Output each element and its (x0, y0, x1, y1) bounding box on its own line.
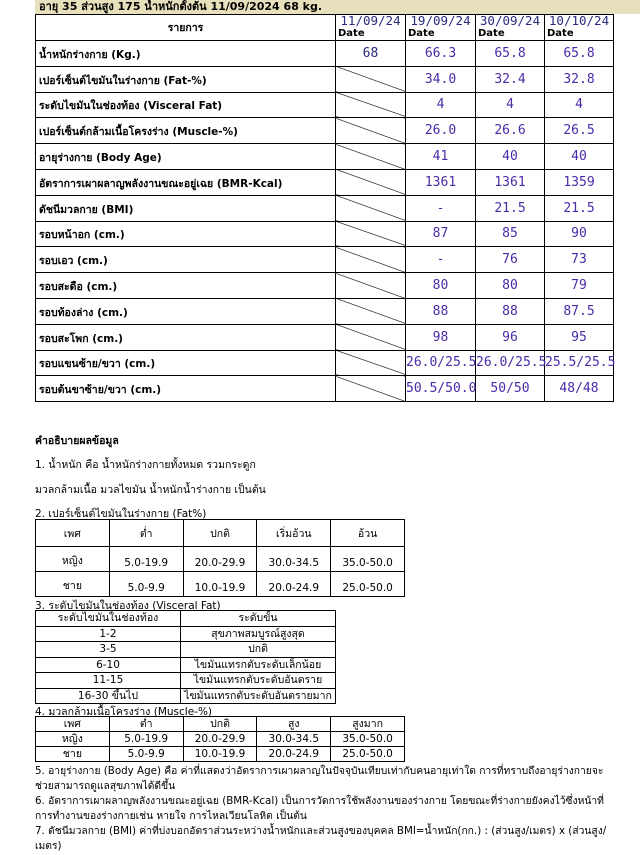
table-cell: ไขมันแทรกตับระดับอันตราย (181, 673, 336, 689)
table-cell: 20.0-29.9 (183, 732, 257, 747)
measurement-row (36, 41, 614, 67)
measurement-value: 32.4 (476, 66, 545, 92)
measurement-label: เปอร์เซ็นต์กล้ามเนื้อโครงร่าง (Muscle-%) (36, 118, 336, 144)
header-cell: เริ่มอ้วน (257, 520, 331, 547)
visceral-reference-table (35, 610, 336, 704)
measurement-value: 21.5 (545, 195, 614, 221)
table-cell: ไขมันแทรกตับระดับเล็กน้อย (181, 657, 336, 673)
table-cell: ไขมันแทรกตับระดับอันตรายมาก (181, 688, 336, 704)
empty-cell (336, 169, 406, 195)
measurement-row (36, 92, 614, 118)
date-label: Date (478, 28, 505, 39)
header-cell: ปกติ (183, 717, 257, 732)
table-cell: 6-10 (36, 657, 181, 673)
date-column-2 (406, 15, 476, 41)
table-cell: 25.0-50.0 (331, 572, 405, 597)
empty-cell (336, 195, 406, 221)
measurement-label: อายุร่างกาย (Body Age) (36, 144, 336, 170)
measurement-value: 87.5 (545, 298, 614, 324)
table-cell: 20.0-29.9 (183, 547, 257, 572)
measurement-value: - (406, 195, 476, 221)
measurement-value: 34.0 (406, 66, 476, 92)
table-cell: 5.0-9.9 (109, 747, 183, 762)
measurement-value: 26.0 (406, 118, 476, 144)
measurement-label: น้ำหนักร่างกาย (Kg.) (36, 41, 336, 67)
label-column-header: รายการ (36, 15, 336, 41)
table-header-row (36, 611, 336, 627)
measurement-value: 96 (476, 324, 545, 350)
header-cell: ระดับขั้น (181, 611, 336, 627)
muscle-reference-table (35, 716, 405, 762)
date-value: 19/09/24 (410, 13, 471, 28)
table-cell: หญิง (36, 547, 110, 572)
fat-reference-table (35, 519, 405, 597)
measurement-value: 1361 (476, 169, 545, 195)
note-visceral: 3. ระดับไขมันในช่องท้อง (Visceral Fat) (35, 600, 221, 612)
date-value: 11/09/24 (340, 13, 401, 28)
table-header-row (36, 520, 405, 547)
note-bmi: 7. ดัชนีมวลกาย (BMI) ค่าที่บ่งบอกอัตราส่วนระหว่างน้ำหนักและส่วนสูงของบุคคล BMI=น้ำหนัก(กก.) : (ส่วนสูง/เมตร) x (ส่วนสูง/เมตร) (35, 825, 607, 852)
header-cell: ระดับไขมันในช่องท้อง (36, 611, 181, 627)
table-cell: 11-15 (36, 673, 181, 689)
measurement-value: 98 (406, 324, 476, 350)
empty-cell (336, 221, 406, 247)
empty-cell (336, 247, 406, 273)
table-header-row (36, 717, 405, 732)
measurement-value: 41 (406, 144, 476, 170)
measurement-value: 4 (406, 92, 476, 118)
measurement-row (36, 298, 614, 324)
table-cell: 35.0-50.0 (331, 547, 405, 572)
measurement-row (36, 66, 614, 92)
table-cell: หญิง (36, 732, 110, 747)
measurement-value: 80 (406, 273, 476, 299)
empty-cell (336, 350, 406, 376)
table-cell: สุขภาพสมบูรณ์สูงสุด (181, 626, 336, 642)
measurement-value: 85 (476, 221, 545, 247)
empty-cell (336, 324, 406, 350)
empty-cell (336, 273, 406, 299)
measurement-value: 1361 (406, 169, 476, 195)
measurement-value: 26.0/25.5 (476, 350, 545, 376)
header-cell: ปกติ (183, 520, 257, 547)
table-cell: ชาย (36, 572, 110, 597)
empty-cell (336, 92, 406, 118)
date-label: Date (547, 28, 574, 39)
measurement-label: รอบหน้าอก (cm.) (36, 221, 336, 247)
table-cell: 30.0-34.5 (257, 732, 331, 747)
note-weight: 1. น้ำหนัก คือ น้ำหนักร่างกายทั้งหมด รวมกระดูก (35, 459, 256, 471)
empty-cell (336, 144, 406, 170)
table-row (36, 657, 336, 673)
measurement-value: - (406, 247, 476, 273)
measurement-value: 4 (476, 92, 545, 118)
table-cell: 5.0-9.9 (109, 572, 183, 597)
table-row (36, 626, 336, 642)
measurement-value: 65.8 (545, 41, 614, 67)
measurement-value: 95 (545, 324, 614, 350)
measurement-value: 50/50 (476, 376, 545, 402)
table-cell: 10.0-19.9 (183, 572, 257, 597)
measurement-value: 26.5 (545, 118, 614, 144)
table-cell: 30.0-34.5 (257, 547, 331, 572)
measurement-label: รอบต้นขาซ้าย/ขวา (cm.) (36, 376, 336, 402)
measurement-value: 48/48 (545, 376, 614, 402)
measurement-label: ระดับไขมันในช่องท้อง (Visceral Fat) (36, 92, 336, 118)
measurement-row (36, 195, 614, 221)
table-cell: 16-30 ขึ้นไป (36, 688, 181, 704)
date-value: 10/10/24 (548, 13, 610, 28)
date-column-3 (476, 15, 545, 41)
measurement-row (36, 376, 614, 402)
measurement-value: 80 (476, 273, 545, 299)
page-title: อายุ 35 ส่วนสูง 175 น้ำหนักตั้งต้น 11/09/2024 68 kg. (35, 0, 640, 14)
measurement-value: 65.8 (476, 41, 545, 67)
table-row (36, 547, 405, 572)
header-cell: เพศ (36, 520, 110, 547)
header-cell: ต่ำ (109, 520, 183, 547)
note-weight-detail: มวลกล้ามเนื้อ มวลไขมัน น้ำหนักน้ำร่างกาย เป็นต้น (35, 484, 266, 496)
measurement-label: อัตราการเผาผลาญพลังงานขณะอยู่เฉย (BMR-Kcal) (36, 169, 336, 195)
table-cell: ชาย (36, 747, 110, 762)
measurement-value: 26.6 (476, 118, 545, 144)
table-cell: ปกติ (181, 642, 336, 658)
table-row (36, 572, 405, 597)
table-row (36, 673, 336, 689)
header-cell: อ้วน (331, 520, 405, 547)
measurement-row (36, 169, 614, 195)
measurement-label: รอบสะดือ (cm.) (36, 273, 336, 299)
measurement-value: 87 (406, 221, 476, 247)
measurement-value: 73 (545, 247, 614, 273)
header-cell: สูง (257, 717, 331, 732)
date-value: 30/09/24 (479, 13, 541, 28)
measurement-value: 50.5/50.0 (406, 376, 476, 402)
table-cell: 10.0-19.9 (183, 747, 257, 762)
measurement-value: 21.5 (476, 195, 545, 221)
header-cell: สูงมาก (331, 717, 405, 732)
empty-cell (336, 66, 406, 92)
table-cell: 20.0-24.9 (257, 572, 331, 597)
measurement-table (35, 14, 614, 402)
measurement-row (36, 350, 614, 376)
measurement-value: 88 (476, 298, 545, 324)
date-label: Date (408, 28, 435, 39)
note-fat: 2. เปอร์เซ็นต์ไขมันในร่างกาย (Fat%) (35, 508, 207, 520)
date-label: Date (338, 28, 365, 39)
empty-cell (336, 118, 406, 144)
measurement-value: 79 (545, 273, 614, 299)
table-row (36, 688, 336, 704)
measurement-row (36, 324, 614, 350)
table-cell: 5.0-19.9 (109, 547, 183, 572)
measurement-row (36, 221, 614, 247)
measurement-row (36, 144, 614, 170)
table-row (36, 747, 405, 762)
table-row (36, 732, 405, 747)
measurement-value: 32.8 (545, 66, 614, 92)
note-body-age: 5. อายุร่างกาย (Body Age) คือ ค่าที่แสดงว่าอัตราการเผาผลาญในปัจจุบันเทียบเท่ากับคนอายุเท่าใด การที่ทราบถึงอายุร่างกายจะช่วยสามารถดูแลสุขภาพได้ดีขึ้น (35, 765, 604, 792)
header-cell: ต่ำ (109, 717, 183, 732)
measurement-label: รอบสะโพก (cm.) (36, 324, 336, 350)
table-cell: 3-5 (36, 642, 181, 658)
measurement-label: รอบเอว (cm.) (36, 247, 336, 273)
measurement-label: รอบท้องล่าง (cm.) (36, 298, 336, 324)
measurement-label: ดัชนีมวลกาย (BMI) (36, 195, 336, 221)
measurement-label: เปอร์เซ็นต์ไขมันในร่างกาย (Fat-%) (36, 66, 336, 92)
table-row (36, 642, 336, 658)
measurement-value: 26.0/25.5 (406, 350, 476, 376)
date-column-4 (545, 15, 614, 41)
empty-cell (336, 376, 406, 402)
header-row (36, 15, 614, 41)
table-cell: 25.0-50.0 (331, 747, 405, 762)
measurement-value: 76 (476, 247, 545, 273)
measurement-value: 66.3 (406, 41, 476, 67)
measurement-row (36, 273, 614, 299)
measurement-row (36, 118, 614, 144)
measurement-value: 40 (545, 144, 614, 170)
measurement-value: 68 (336, 41, 406, 67)
table-cell: 20.0-24.9 (257, 747, 331, 762)
measurement-label: รอบแขนซ้าย/ขวา (cm.) (36, 350, 336, 376)
note-muscle: 4. มวลกล้ามเนื้อโครงร่าง (Muscle-%) (35, 706, 213, 718)
table-cell: 35.0-50.0 (331, 732, 405, 747)
table-cell: 1-2 (36, 626, 181, 642)
measurement-row (36, 247, 614, 273)
table-cell: 5.0-19.9 (109, 732, 183, 747)
empty-cell (336, 298, 406, 324)
measurement-value: 4 (545, 92, 614, 118)
measurement-value: 1359 (545, 169, 614, 195)
measurement-value: 25.5/25.5 (545, 350, 614, 376)
measurement-value: 40 (476, 144, 545, 170)
note-bmr: 6. อัตราการเผาผลาญพลังงานขณะอยู่เฉย (BMR-Kcal) เป็นการวัดการใช้พลังงานของร่างกาย โดยขณะที่ร่างกายยังคงไว้ซึ่งหน้าที่การทำงานของร่างกายเช่น หายใจ การไหลเวียนโลหิต เป็นต้น (35, 795, 604, 822)
header-cell: เพศ (36, 717, 110, 732)
measurement-value: 90 (545, 221, 614, 247)
date-column-1 (336, 15, 406, 41)
measurement-value: 88 (406, 298, 476, 324)
notes-heading: คำอธิบายผลข้อมูล (35, 435, 119, 447)
